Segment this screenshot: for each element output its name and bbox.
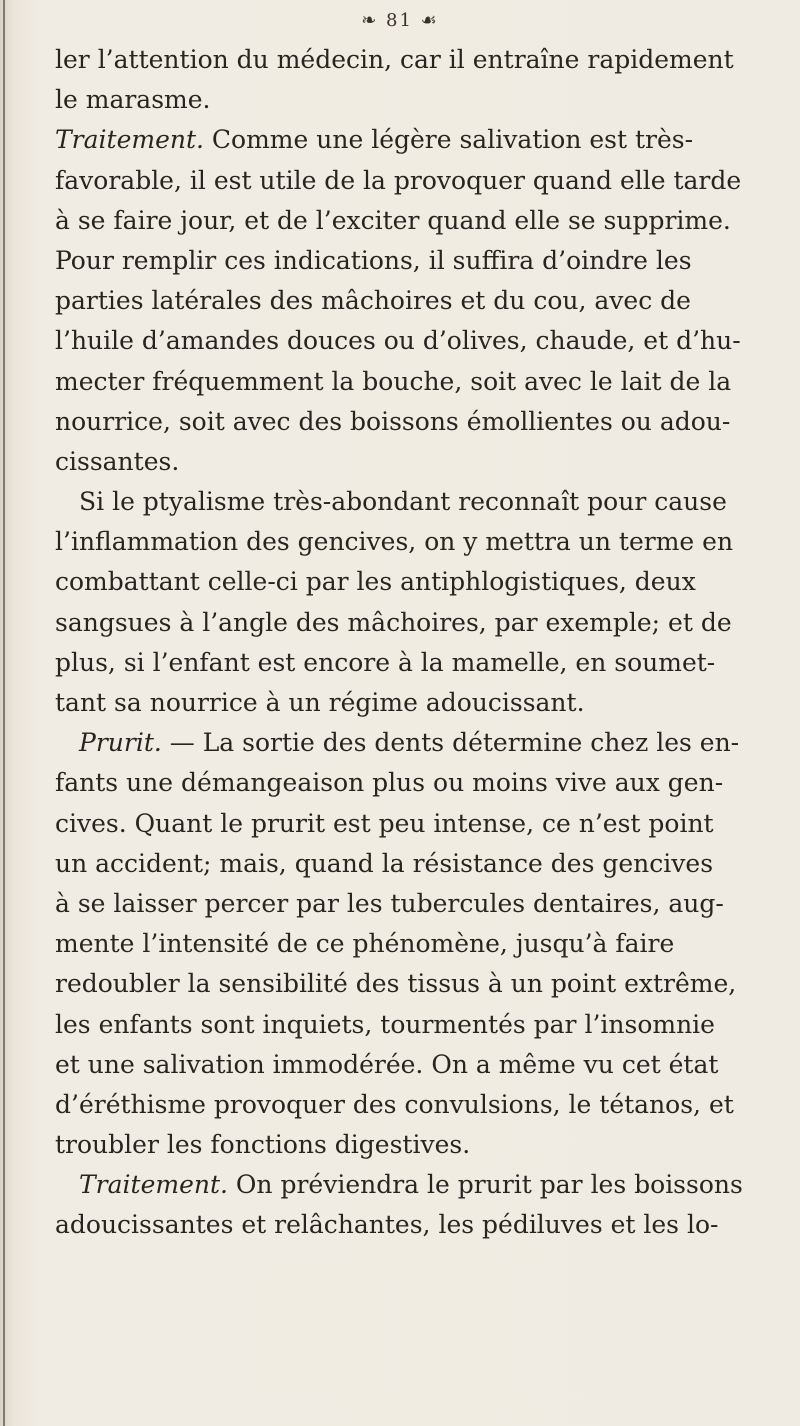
text-line xyxy=(55,924,775,964)
text-line xyxy=(55,482,775,522)
line-text: mente l’intensité de ce phénomène, jusqu’à faire xyxy=(55,929,675,959)
text-line xyxy=(55,1205,775,1245)
line-text: Comme une légère salivation est très- xyxy=(203,125,694,155)
text-line xyxy=(55,763,775,803)
line-text: l’inflammation des gencives, on y mettra un terme en xyxy=(55,527,734,557)
section-heading: Traitement. xyxy=(79,1170,228,1200)
line-text: favorable, il est utile de la provoquer quand elle tarde xyxy=(55,165,742,195)
text-line xyxy=(55,161,775,201)
line-text: Pour remplir ces indications, il suffira d’oindre les xyxy=(55,245,692,275)
line-text: mecter fréquemment la bouche, soit avec le lait de la xyxy=(55,366,732,396)
line-text: l’huile d’amandes douces ou d’olives, chaude, et d’hu- xyxy=(55,326,741,356)
line-text: cissantes. xyxy=(55,446,180,476)
line-text: sangsues à l’angle des mâchoires, par exemple; et de xyxy=(55,607,732,637)
line-text: fants une démangeaison plus ou moins vive aux gen- xyxy=(55,768,724,798)
line-text: tant sa nourrice à un régime adoucissant. xyxy=(55,688,585,717)
text-line xyxy=(55,844,775,884)
page-header: ❧ 81 ☙ xyxy=(361,10,439,31)
text-line xyxy=(55,804,775,844)
section-heading: Traitement. xyxy=(55,125,204,155)
text-line xyxy=(55,884,775,924)
line-text: à se faire jour, et de l’exciter quand elle se supprime. xyxy=(55,205,731,235)
line-text: nourrice, soit avec des boissons émollientes ou adou- xyxy=(55,406,731,436)
text-line xyxy=(55,562,775,602)
text-line xyxy=(55,723,775,763)
text-line xyxy=(55,281,775,321)
text-line xyxy=(55,442,775,482)
line-text: plus, si l’enfant est encore à la mamelle, en soumet- xyxy=(55,647,716,677)
text-line xyxy=(55,321,775,361)
text-line xyxy=(55,964,775,1004)
text-line xyxy=(55,522,775,562)
page-gutter-edge xyxy=(3,0,5,1426)
text-line xyxy=(55,402,775,442)
line-text: On préviendra le prurit par les boissons xyxy=(227,1170,743,1200)
line-text: le marasme. xyxy=(55,85,211,115)
body-text xyxy=(55,40,775,1246)
line-text: cives. Quant le prurit est peu intense, ce n’est point xyxy=(55,808,714,838)
line-text: Si le ptyalisme très-abondant reconnaît pour cause xyxy=(79,487,727,517)
text-line xyxy=(55,1125,775,1165)
line-text: adoucissantes et relâchantes, les pédiluves et les lo- xyxy=(55,1210,719,1240)
text-line xyxy=(55,120,775,160)
line-text: ler l’attention du médecin, car il entraîne rapidement xyxy=(55,45,734,74)
text-line xyxy=(55,1005,775,1045)
line-text: un accident; mais, quand la résistance des gencives xyxy=(55,848,714,878)
line-text: les enfants sont inquiets, tourmentés par l’insomnie xyxy=(55,1009,715,1039)
text-line xyxy=(55,1165,775,1205)
text-line xyxy=(55,1085,775,1125)
line-text: à se laisser percer par les tubercules dentaires, aug- xyxy=(55,888,724,918)
line-text: parties latérales des mâchoires et du cou, avec de xyxy=(55,286,691,316)
text-line xyxy=(55,603,775,643)
line-text: d’éréthisme provoquer des convulsions, le tétanos, et xyxy=(55,1089,734,1119)
line-text: redoubler la sensibilité des tissus à un point extrême, xyxy=(55,969,737,999)
text-line xyxy=(55,80,775,120)
text-line xyxy=(55,683,775,723)
line-text: — La sortie des dents détermine chez les en- xyxy=(161,728,740,758)
text-line xyxy=(55,201,775,241)
line-text: troubler les fonctions digestives. xyxy=(55,1130,471,1160)
text-line xyxy=(55,40,775,80)
line-text: et une salivation immodérée. On a même vu cet état xyxy=(55,1049,719,1079)
text-line xyxy=(55,1045,775,1085)
text-line xyxy=(55,643,775,683)
line-text: combattant celle-ci par les antiphlogistiques, deux xyxy=(55,567,696,597)
section-heading: Prurit. xyxy=(79,728,162,758)
text-line xyxy=(55,241,775,281)
text-line xyxy=(55,362,775,402)
